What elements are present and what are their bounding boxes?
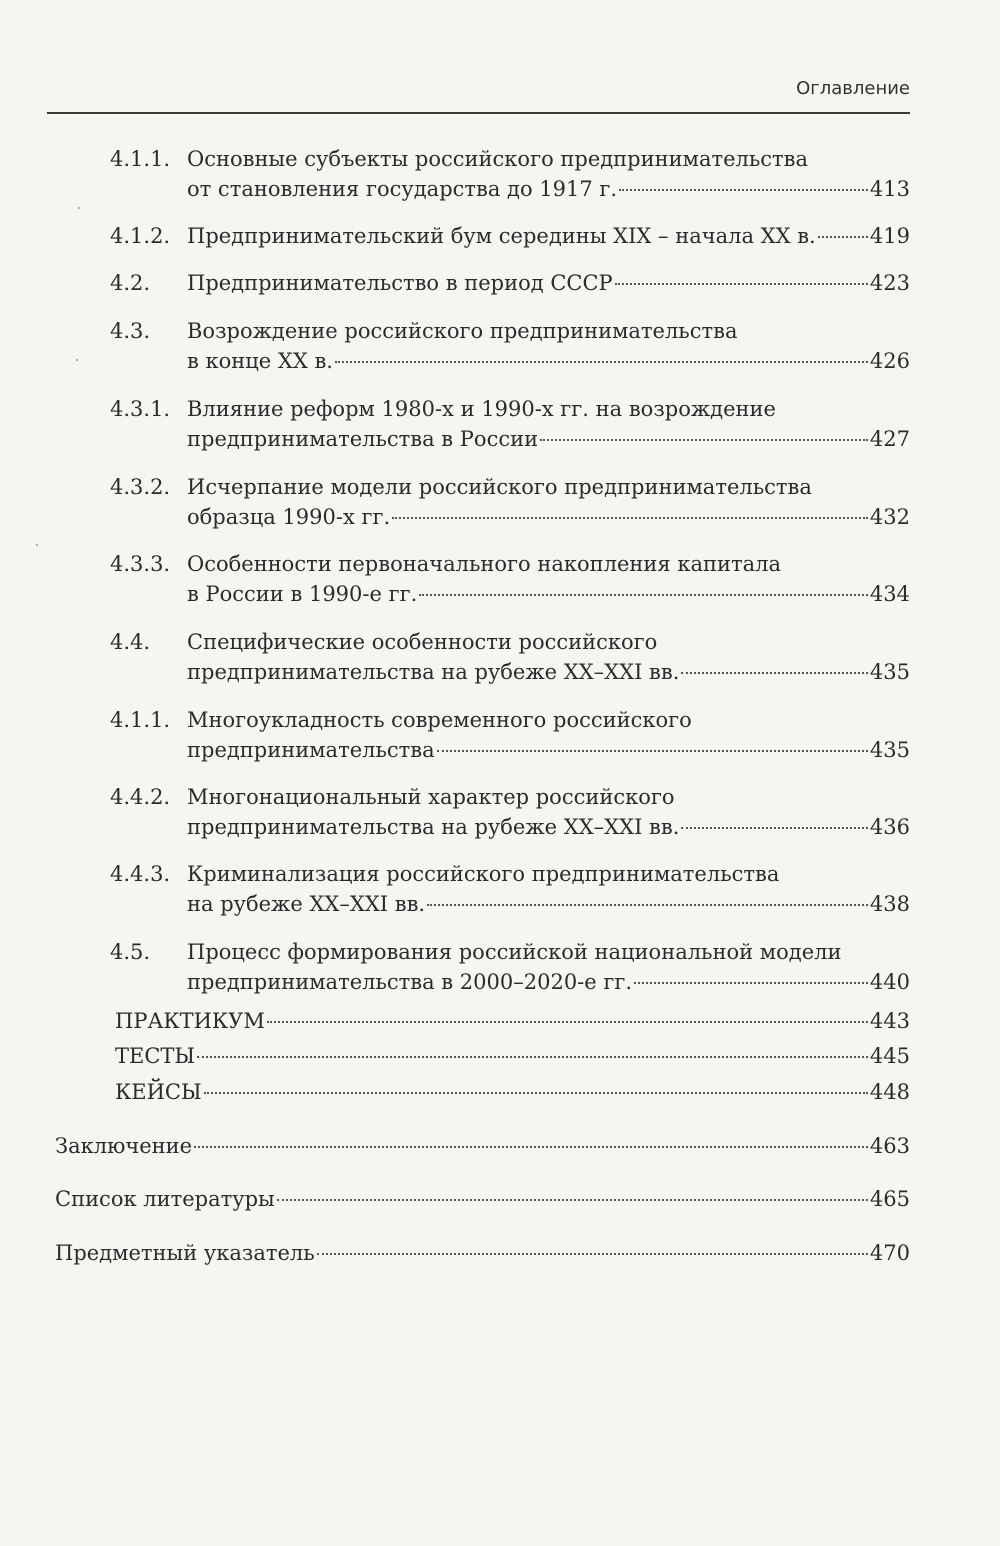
entry-title-cont: предпринимательства в 2000–2020-е гг.: [187, 970, 633, 994]
entry-title: Многоукладность современного российского: [187, 708, 692, 732]
leader-dots: [681, 826, 868, 829]
leader-dots: [540, 438, 868, 441]
page-number: 436: [869, 815, 910, 839]
leader-dots: [615, 282, 868, 285]
page-number: 413: [869, 177, 910, 201]
entry-number: 4.3.1.: [110, 397, 171, 421]
paper-speck: [76, 359, 78, 361]
page-number: 435: [869, 660, 910, 684]
leader-dots: [392, 516, 868, 519]
leader-dots: [437, 749, 868, 752]
entry-title-line: [115, 1041, 910, 1071]
page-number: 440: [869, 970, 910, 994]
entry-title-cont: на рубеже XX–XXI вв.: [187, 892, 426, 916]
toc-entry[interactable]: [110, 316, 910, 376]
leader-dots: [681, 671, 868, 674]
entry-title-line: [55, 1131, 910, 1161]
entry-title-cont: предпринимательства на рубеже XX–XXI вв.: [187, 815, 680, 839]
page-number: 438: [869, 892, 910, 916]
page-number: 435: [869, 738, 910, 762]
entry-number: 4.3.: [110, 319, 151, 343]
toc-entry[interactable]: [110, 268, 910, 298]
entry-title-line: [187, 346, 910, 376]
toc-entry[interactable]: [110, 627, 910, 687]
entry-number: 4.2.: [110, 271, 151, 295]
entry-title-cont: предпринимательства: [187, 738, 435, 762]
entry-number: 4.5.: [110, 940, 151, 964]
leader-dots: [335, 360, 868, 363]
page-number: 427: [869, 427, 910, 451]
entry-number: 4.1.2.: [110, 224, 171, 248]
leader-dots: [194, 1145, 868, 1148]
page-number: 445: [869, 1044, 910, 1068]
leader-dots: [634, 981, 868, 984]
entry-title-line: [187, 221, 910, 251]
entry-title: Возрождение российского предпринимательства: [187, 319, 738, 343]
entry-title: ТЕСТЫ: [115, 1044, 196, 1068]
leader-dots: [619, 188, 868, 191]
leader-dots: [197, 1055, 868, 1058]
entry-title: Влияние реформ 1980-х и 1990-х гг. на возрождение: [187, 397, 776, 421]
entry-number: 4.1.1.: [110, 708, 171, 732]
page-number: 465: [869, 1187, 910, 1211]
leader-dots: [204, 1091, 868, 1094]
page-number: 426: [869, 349, 910, 373]
entry-title-line: [187, 502, 910, 532]
entry-title: Процесс формирования российской национальной модели: [187, 940, 842, 964]
entry-title: Предпринимательство в период СССР: [187, 271, 613, 295]
entry-title: Предпринимательский бум середины XIX – начала XX в.: [187, 224, 816, 248]
entry-number: 4.4.2.: [110, 785, 171, 809]
entry-title: Предметный указатель: [55, 1241, 315, 1265]
page-number: 448: [869, 1080, 910, 1104]
leader-dots: [818, 235, 868, 238]
leader-dots: [267, 1020, 868, 1023]
entry-title-cont: в России в 1990-е гг.: [187, 582, 418, 606]
toc-entry[interactable]: [110, 937, 910, 997]
toc-entry-bibliography[interactable]: [55, 1184, 910, 1214]
entry-title-line: [187, 424, 910, 454]
entry-title: КЕЙСЫ: [115, 1080, 202, 1104]
entry-title-cont: от становления государства до 1917 г.: [187, 177, 618, 201]
entry-number: 4.4.: [110, 630, 151, 654]
entry-title: ПРАКТИКУМ: [115, 1009, 265, 1033]
page-number: 419: [869, 224, 910, 248]
entry-number: 4.1.1.: [110, 147, 171, 171]
leader-dots: [419, 593, 868, 596]
entry-title-line: [187, 657, 910, 687]
toc-entry-conclusion[interactable]: [55, 1131, 910, 1161]
toc-entry[interactable]: [110, 472, 910, 532]
entry-title-cont: предпринимательства в России: [187, 427, 539, 451]
toc-entry[interactable]: [110, 144, 910, 204]
toc-entry-practicum[interactable]: [115, 1006, 910, 1036]
entry-title-cont: предпринимательства на рубеже XX–XXI вв.: [187, 660, 680, 684]
toc-entry[interactable]: [110, 394, 910, 454]
leader-dots: [317, 1252, 868, 1255]
paper-speck: [78, 207, 80, 209]
entry-title: Многонациональный характер российского: [187, 785, 675, 809]
toc-entry[interactable]: [110, 705, 910, 765]
entry-title: Основные субъекты российского предпринимательства: [187, 147, 809, 171]
entry-title-line: [55, 1184, 910, 1214]
entry-title-line: [187, 967, 910, 997]
page-number: 423: [869, 271, 910, 295]
page-number: 463: [869, 1134, 910, 1158]
paper-speck: [36, 544, 38, 546]
entry-title: Исчерпание модели российского предпринимательства: [187, 475, 812, 499]
entry-title-line: [187, 174, 910, 204]
entry-title: Криминализация российского предпринимательства: [187, 862, 780, 886]
entry-title: Особенности первоначального накопления капитала: [187, 552, 781, 576]
entry-title-line: [115, 1077, 910, 1107]
entry-number: 4.3.3.: [110, 552, 171, 576]
entry-title-line: [115, 1006, 910, 1036]
entry-title-line: [187, 812, 910, 842]
toc-entry[interactable]: [110, 549, 910, 609]
header-title: Оглавление: [796, 78, 910, 99]
entry-title-cont: образца 1990-х гг.: [187, 505, 391, 529]
entry-number: 4.3.2.: [110, 475, 171, 499]
entry-title: Специфические особенности российского: [187, 630, 658, 654]
entry-title: Список литературы: [55, 1187, 275, 1211]
entry-title-cont: в конце XX в.: [187, 349, 333, 373]
entry-number: 4.4.3.: [110, 862, 171, 886]
toc-entry-tests[interactable]: [115, 1041, 910, 1071]
entry-title-line: [187, 579, 910, 609]
toc-entry[interactable]: [110, 221, 910, 251]
page-number: 434: [869, 582, 910, 606]
entry-title-line: [187, 268, 910, 298]
entry-title-line: [55, 1238, 910, 1268]
page-number: 470: [869, 1241, 910, 1265]
page-number: 443: [869, 1009, 910, 1033]
leader-dots: [277, 1198, 868, 1201]
leader-dots: [427, 903, 868, 906]
page-number: 432: [869, 505, 910, 529]
toc-entry-subject-index[interactable]: [55, 1238, 910, 1268]
entry-title-line: [187, 735, 910, 765]
toc-entry[interactable]: [110, 782, 910, 842]
toc-entry-cases[interactable]: [115, 1077, 910, 1107]
entry-title-line: [187, 889, 910, 919]
toc-entry[interactable]: [110, 859, 910, 919]
entry-title: Заключение: [55, 1134, 193, 1158]
